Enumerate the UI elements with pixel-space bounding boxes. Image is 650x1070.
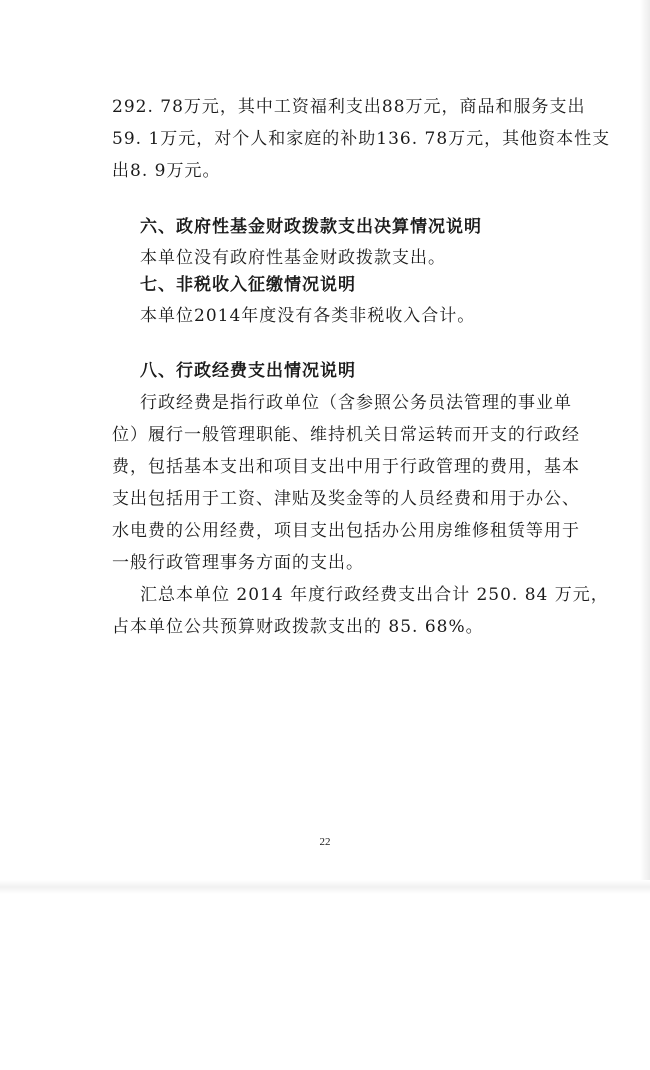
scan-shadow-bottom — [0, 880, 650, 894]
scan-shadow-right — [640, 0, 650, 890]
section-8-p1-line-3: 费，包括基本支出和项目支出中用于行政管理的费用，基本 — [112, 457, 580, 477]
intro-line-3: 出8. 9万元。 — [112, 161, 221, 181]
section-8-p1-line-2: 位）履行一般管理职能、维持机关日常运转而开支的行政经 — [112, 425, 580, 445]
section-7-body-text: 本单位2014年度没有各类非税收入合计。 — [140, 306, 476, 326]
section-6-body-text: 本单位没有政府性基金财政拨款支出。 — [140, 248, 446, 268]
section-8-p1-line-4: 支出包括用于工资、津贴及奖金等的人员经费和用于办公、 — [112, 489, 580, 509]
section-8-p2-line-2: 占本单位公共预算财政拨款支出的 85. 68%。 — [112, 617, 484, 637]
section-8-heading-text: 八、行政经费支出情况说明 — [140, 361, 356, 381]
section-8-p1-line-6: 一般行政管理事务方面的支出。 — [112, 553, 364, 573]
section-8-p1-line-5: 水电费的公用经费，项目支出包括办公用房维修租赁等用于 — [112, 521, 580, 541]
section-6-heading-text: 六、政府性基金财政拨款支出决算情况说明 — [140, 217, 482, 237]
intro-line-1: 292. 78万元，其中工资福利支出88万元，商品和服务支出 — [112, 97, 586, 117]
page-number: 22 — [319, 836, 331, 848]
section-8-p1-line-1: 行政经费是指行政单位（含参照公务员法管理的事业单 — [140, 393, 572, 413]
section-7-heading-text: 七、非税收入征缴情况说明 — [140, 275, 356, 295]
section-8-p2-line-1: 汇总本单位 2014 年度行政经费支出合计 250. 84 万元， — [140, 585, 609, 605]
intro-line-2: 59. 1万元，对个人和家庭的补助136. 78万元，其他资本性支 — [112, 129, 611, 149]
